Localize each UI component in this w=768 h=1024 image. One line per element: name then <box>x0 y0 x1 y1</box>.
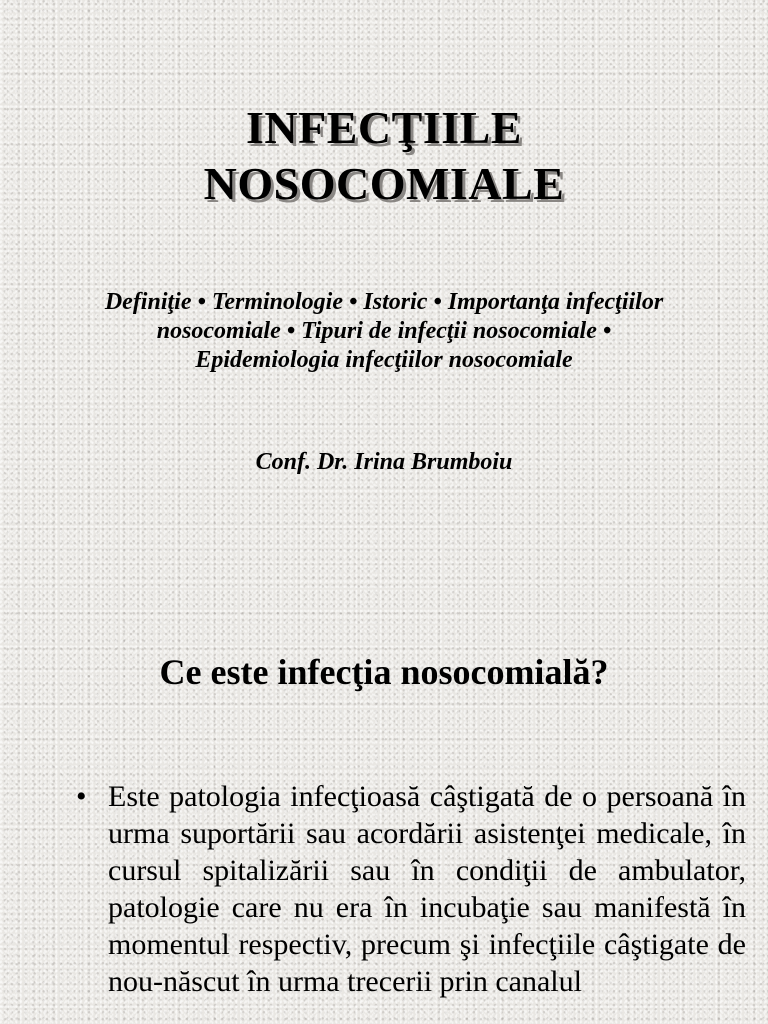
definition-slide <box>0 560 768 1024</box>
slide-title-line-2: NOSOCOMIALE <box>203 158 565 209</box>
topics-subtitle: Definiţie • Terminologie • Istoric • Importanţa infecţiilor nosocomiale • Tipuri de infecţii nosocomiale • Epidemiologia infecţiilor nosocomiale <box>104 289 664 373</box>
bullet-icon: • <box>76 780 87 813</box>
slide-title <box>0 100 768 212</box>
slide-title-line-1: INFECŢIILE <box>246 102 522 153</box>
slide-heading: Ce este infecţia nosocomială? <box>159 652 609 692</box>
bullet-text: Este patologia infecţioasă câştigată de o persoană în urma suportării sau acordării asistenţei medicale, în cursul spitalizării sau în condiţii de ambulator, patologie care nu era în incubaţie sau manifestă în momentul respectiv, precum şi infecţiile câştigate de nou-născut în urma trecerii prin canalul <box>108 780 746 998</box>
bullet-item <box>76 778 746 1000</box>
author-name: Conf. Dr. Irina Brumboiu <box>255 449 513 475</box>
bullet-list <box>76 778 746 1000</box>
